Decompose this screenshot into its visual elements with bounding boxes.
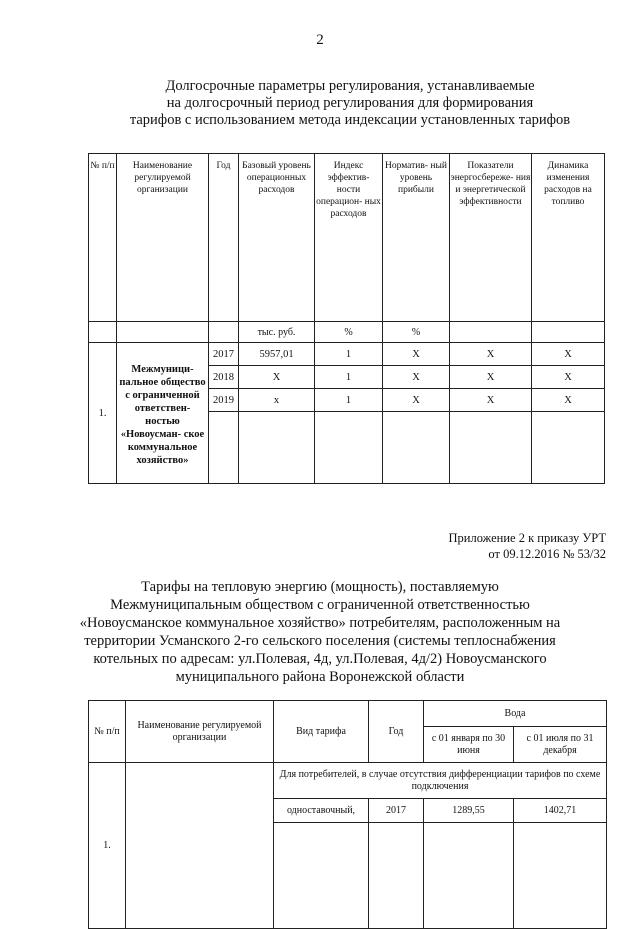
cell-fuel: X — [532, 366, 605, 389]
table-header-row — [89, 154, 605, 322]
title-line: муниципального района Воронежской области — [175, 669, 465, 685]
cell-index: 1 — [315, 343, 383, 366]
row-number: 1. — [89, 763, 126, 929]
header-year: Год — [209, 154, 239, 322]
cell-fuel: X — [532, 389, 605, 412]
title-long-term-parameters — [100, 78, 600, 129]
header-org: Наименование регулируемой организации — [126, 701, 274, 763]
cell-fuel: X — [532, 343, 605, 366]
header-efficiency-index: Индекс эффектив- ности операцион- ных расходов — [315, 154, 383, 322]
cell-energy: X — [450, 343, 532, 366]
cell-tariff-type: одноставочный, — [274, 799, 369, 823]
cell-year: 2017 — [209, 343, 239, 366]
header-num: № п/п — [89, 701, 126, 763]
organization-name: Межмуници- пальное общество с ограниченной ответствен- ностью «Новоусман- ское коммунальное хозяйство» — [117, 343, 209, 484]
header-base-costs: Базовый уровень операционных расходов — [239, 154, 315, 322]
cell-year: 2019 — [209, 389, 239, 412]
cell-energy: X — [450, 366, 532, 389]
heat-tariffs-table — [88, 700, 607, 929]
section-label: Для потребителей, в случае отсутствия дифференциации тарифов по схеме подключения — [274, 763, 607, 799]
header-org: Наименование регулируемой организации — [117, 154, 209, 322]
cell-energy: X — [450, 389, 532, 412]
units-row — [89, 322, 605, 343]
header-energy-saving: Показатели энергосбереже- ния и энергетической эффективности — [450, 154, 532, 322]
table-header-row — [89, 701, 607, 727]
header-period-2: с 01 июля по 31 декабря — [514, 727, 607, 763]
title-line: тарифов с использованием метода индексации установленных тарифов — [129, 112, 571, 128]
title-heat-tariffs — [70, 578, 570, 686]
cell-profit: X — [383, 389, 450, 412]
unit-index: % — [315, 322, 383, 343]
header-profit-level: Норматив- ный уровень прибыли — [383, 154, 450, 322]
unit-base: тыс. руб. — [239, 322, 315, 343]
title-line: территории Усманского 2-го сельского поселения (системы теплоснабжения — [84, 633, 556, 649]
cell-base: 5957,01 — [239, 343, 315, 366]
cell-index: 1 — [315, 366, 383, 389]
cell-base: X — [239, 366, 315, 389]
table-row — [89, 343, 605, 366]
cell-period-2: 1402,71 — [514, 799, 607, 823]
title-line: Межмуниципальным обществом с ограниченной ответственностью — [110, 597, 530, 613]
cell-profit: X — [383, 343, 450, 366]
appendix-line: Приложение 2 к приказу УРТ — [448, 531, 606, 545]
cell-base: x — [239, 389, 315, 412]
page-number: 2 — [316, 32, 324, 48]
cell-profit: X — [383, 366, 450, 389]
title-line: Тарифы на тепловую энергию (мощность), поставляемую — [141, 579, 499, 595]
cell-year: 2018 — [209, 366, 239, 389]
header-year: Год — [369, 701, 424, 763]
title-line: «Новоусманское коммунальное хозяйство» потребителям, расположенным на — [79, 615, 561, 631]
appendix-line: от 09.12.2016 № 53/32 — [488, 547, 606, 561]
cell-period-1: 1289,55 — [424, 799, 514, 823]
header-num: № п/п — [89, 154, 117, 322]
row-number: 1. — [89, 343, 117, 484]
cell-index: 1 — [315, 389, 383, 412]
title-line: на долгосрочный период регулирования для формирования — [166, 95, 534, 111]
header-fuel-dynamics: Динамика изменения расходов на топливо — [532, 154, 605, 322]
header-tariff-type: Вид тарифа — [274, 701, 369, 763]
long-term-parameters-table — [88, 153, 605, 484]
cell-year: 2017 — [369, 799, 424, 823]
unit-profit: % — [383, 322, 450, 343]
title-line: котельных по адресам: ул.Полевая, 4д, ул.Полевая, 4д/2) Новоусманского — [93, 651, 547, 667]
header-period-1: с 01 января по 30 июня — [424, 727, 514, 763]
appendix-reference — [380, 530, 606, 562]
header-water: Вода — [424, 701, 607, 727]
table-row-section — [89, 763, 607, 799]
title-line: Долгосрочные параметры регулирования, устанавливаемые — [165, 78, 535, 94]
